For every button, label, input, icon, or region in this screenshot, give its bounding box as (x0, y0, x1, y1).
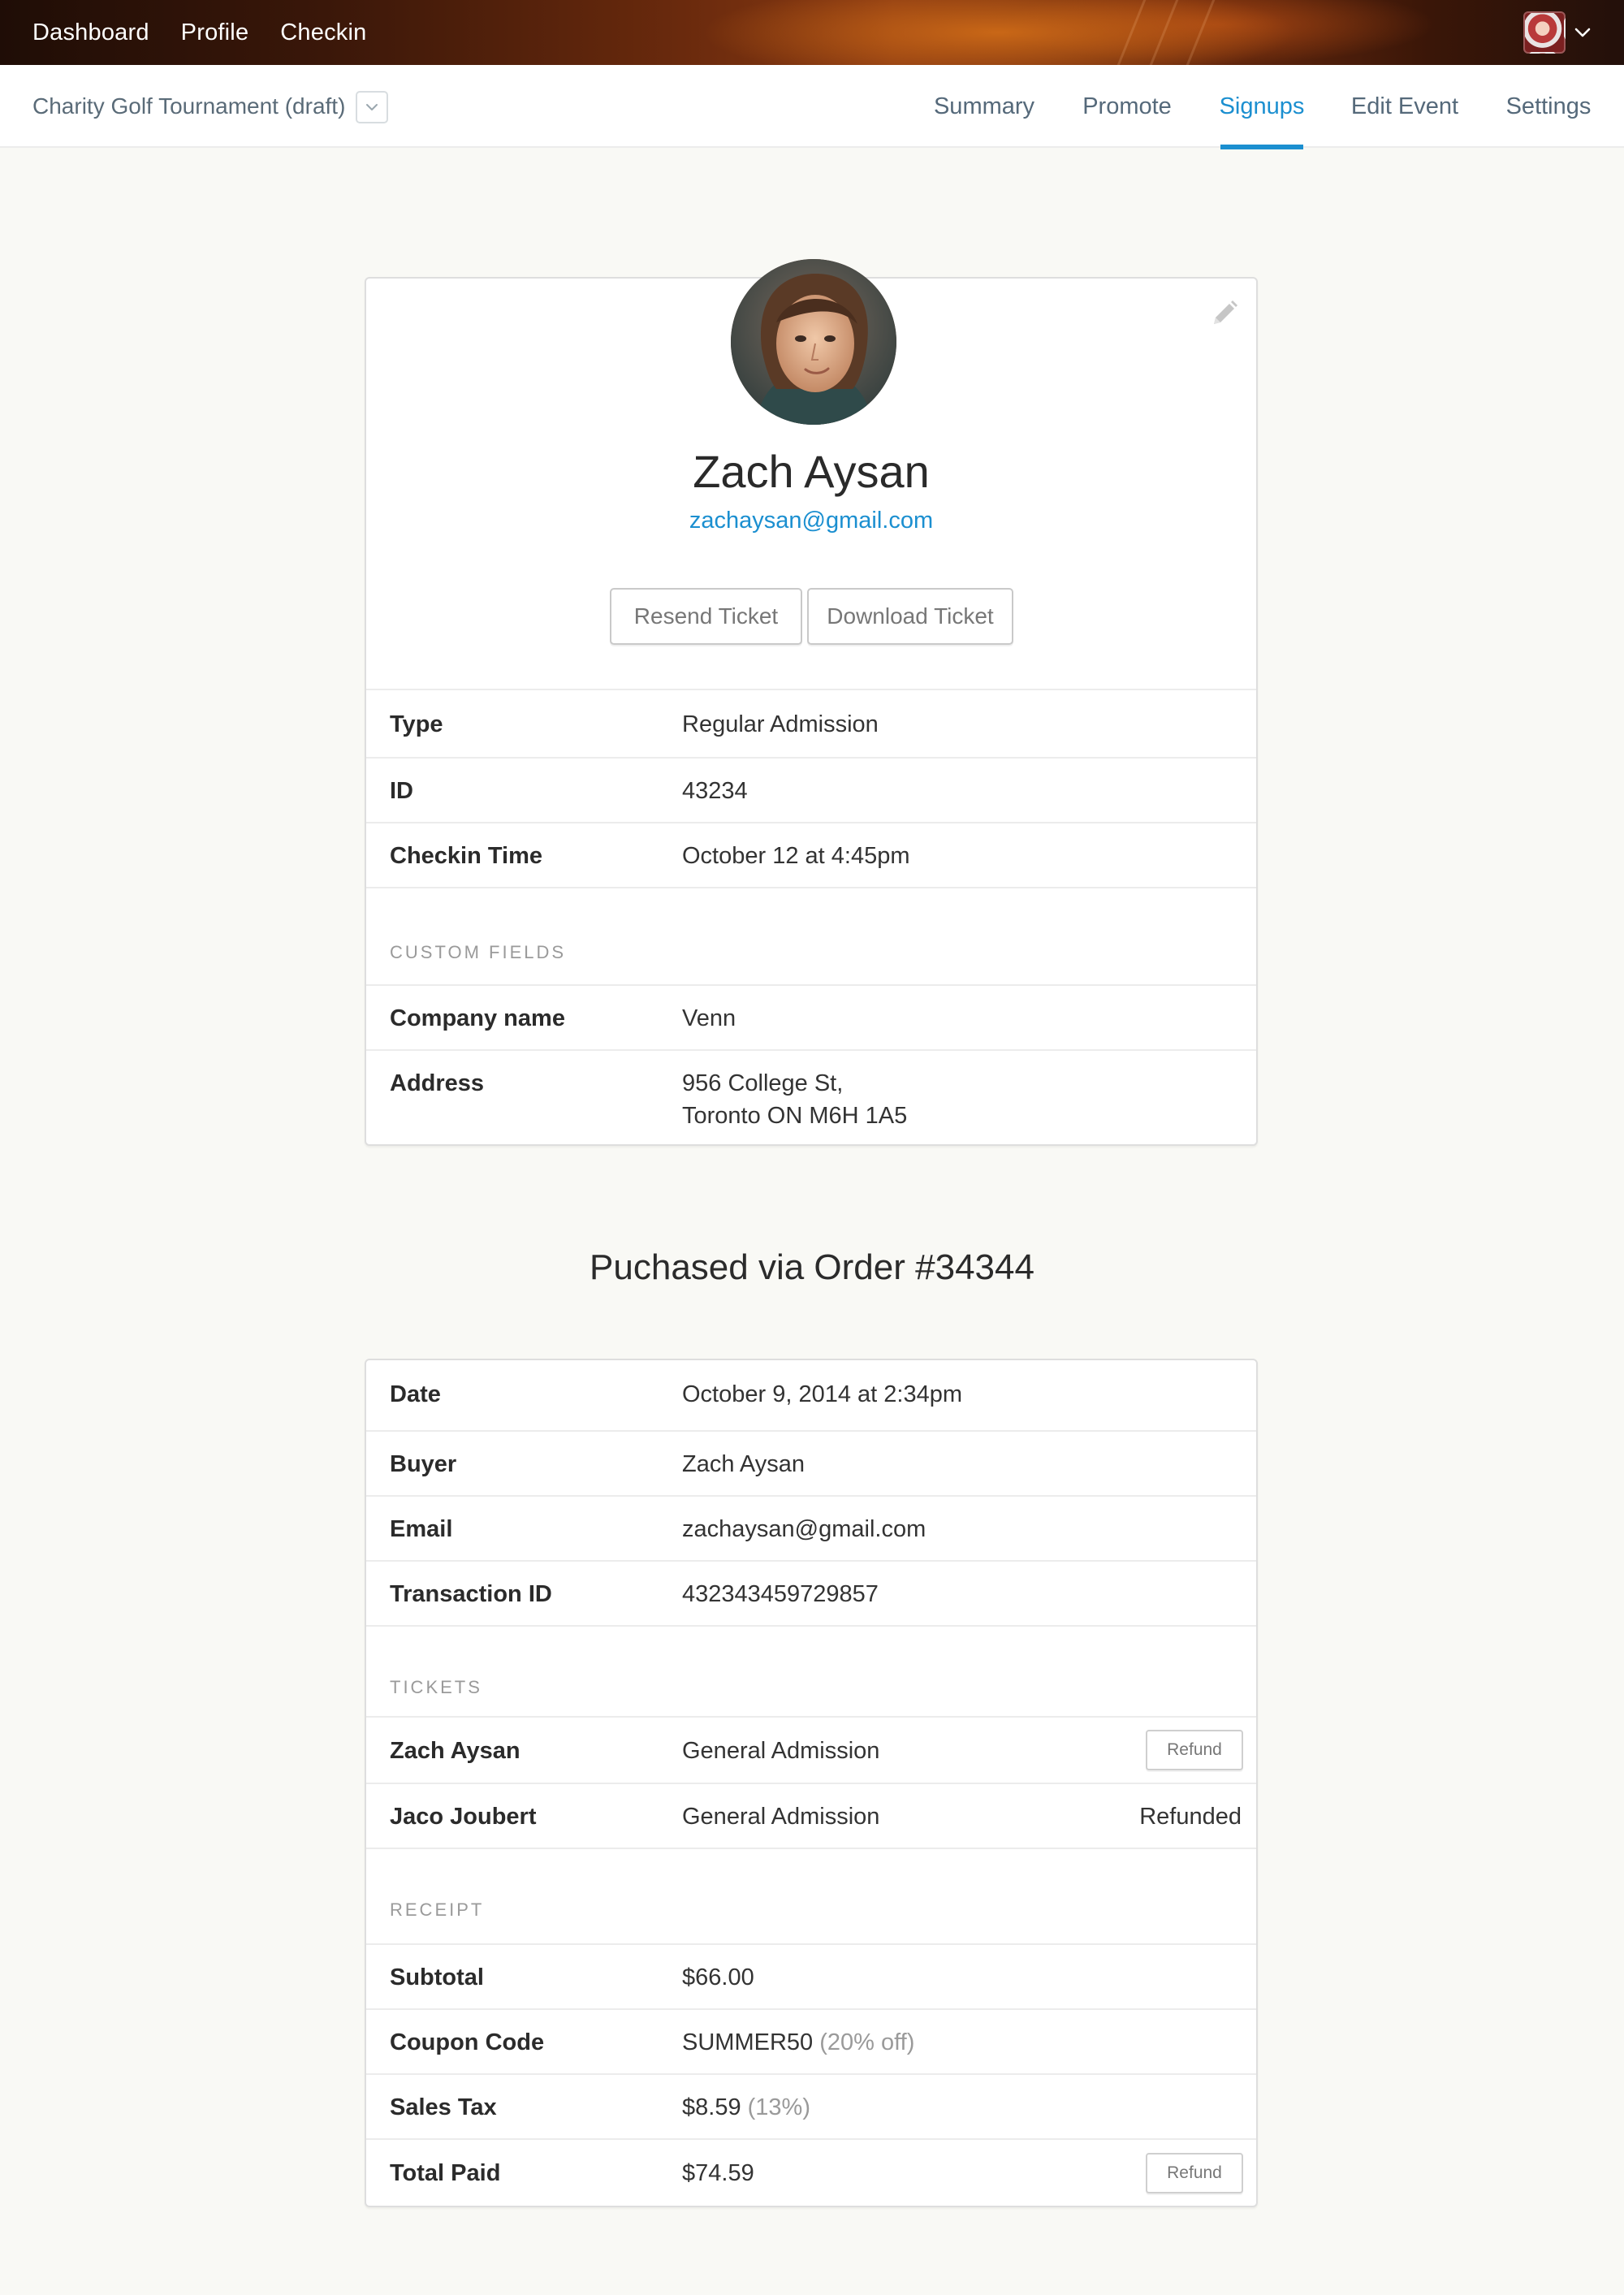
order-heading: Puchased via Order #34344 (590, 1247, 1034, 1287)
detail-label: Email (390, 1516, 453, 1542)
detail-row-type (366, 689, 1256, 757)
event-title: Charity Golf Tournament (draft) (32, 93, 346, 119)
detail-label: Buyer (390, 1451, 457, 1477)
subtotal-value: $66.00 (682, 1964, 754, 1990)
coupon-code: SUMMER50 (682, 2029, 814, 2055)
coupon-value (682, 2026, 914, 2059)
detail-value: 432343459729857 (682, 1581, 879, 1607)
chevron-down-icon (365, 102, 379, 112)
ticket-type: General Admission (682, 1804, 880, 1830)
coupon-note: (20% off) (819, 2029, 915, 2055)
refunded-status: Refunded (1139, 1804, 1242, 1830)
receipt-row-subtotal (366, 1943, 1256, 2008)
chevron-down-icon[interactable] (1574, 27, 1592, 38)
detail-label: Coupon Code (390, 2029, 545, 2055)
detail-label: Total Paid (390, 2160, 501, 2186)
detail-label: Type (390, 711, 443, 737)
detail-label: Date (390, 1381, 441, 1407)
address-line-2: Toronto ON M6H 1A5 (682, 1103, 908, 1129)
tab-promote[interactable]: Promote (1082, 93, 1172, 119)
order-row-email (366, 1495, 1256, 1560)
detail-value: October 12 at 4:45pm (682, 843, 910, 869)
total-value: $74.59 (682, 2160, 754, 2186)
event-dropdown-button[interactable] (356, 91, 388, 123)
tab-summary[interactable]: Summary (933, 93, 1035, 119)
detail-value: Zach Aysan (682, 1451, 806, 1477)
tax-note: (13%) (747, 2094, 810, 2120)
section-heading: CUSTOM FIELDS (390, 942, 567, 962)
receipt-row-coupon (366, 2008, 1256, 2073)
detail-value: October 9, 2014 at 2:34pm (682, 1381, 962, 1407)
refund-order-button[interactable]: Refund (1146, 2153, 1243, 2193)
detail-label: Subtotal (390, 1964, 484, 1990)
pencil-icon[interactable] (1207, 298, 1240, 331)
detail-row-checkin-time (366, 822, 1256, 887)
detail-label: Sales Tax (390, 2094, 497, 2120)
ticket-row (366, 1783, 1256, 1848)
receipt-row-total (366, 2138, 1256, 2206)
attendee-name: Zach Aysan (693, 446, 930, 497)
detail-label: ID (390, 778, 413, 804)
refund-ticket-button[interactable]: Refund (1146, 1730, 1243, 1770)
user-avatar[interactable] (1523, 11, 1566, 54)
tax-value (682, 2091, 810, 2124)
order-row-buyer (366, 1430, 1256, 1495)
buyer-email-link[interactable]: zachaysan@gmail.com (682, 1516, 926, 1542)
tickets-section (366, 1625, 1256, 1716)
detail-value: 43234 (682, 778, 748, 804)
detail-row-id (366, 757, 1256, 822)
attendee-card (365, 277, 1258, 1146)
address-line-1: 956 College St, (682, 1070, 844, 1096)
top-bar (0, 0, 1624, 65)
detail-label: Checkin Time (390, 843, 543, 869)
ticket-holder-link[interactable]: Zach Aysan (390, 1738, 520, 1764)
attendee-avatar (731, 259, 896, 425)
top-nav (32, 0, 366, 65)
detail-label: Transaction ID (390, 1581, 552, 1607)
ticket-type: General Admission (682, 1738, 880, 1764)
order-row-date (366, 1360, 1256, 1430)
resend-ticket-button[interactable]: Resend Ticket (610, 588, 802, 645)
event-subnav (0, 65, 1624, 148)
attendee-email-link[interactable]: zachaysan@gmail.com (689, 508, 934, 534)
section-heading: RECEIPT (390, 1900, 485, 1920)
tab-signups[interactable]: Signups (1220, 65, 1303, 148)
section-heading: TICKETS (390, 1677, 482, 1697)
attendee-photo (731, 259, 896, 425)
nav-profile[interactable]: Profile (180, 19, 249, 45)
detail-label: Address (390, 1070, 485, 1096)
receipt-section (366, 1848, 1256, 1943)
user-menu[interactable] (1523, 11, 1592, 54)
detail-value: Regular Admission (682, 711, 879, 737)
ticket-row (366, 1716, 1256, 1783)
download-ticket-button[interactable]: Download Ticket (807, 588, 1013, 645)
custom-row-company (366, 984, 1256, 1049)
custom-fields-section (366, 887, 1256, 984)
tab-edit-event[interactable]: Edit Event (1350, 93, 1459, 119)
custom-row-address (366, 1049, 1256, 1146)
detail-label: Company name (390, 1005, 565, 1031)
ticket-holder-link[interactable]: Jaco Joubert (390, 1804, 537, 1830)
order-row-transaction-id (366, 1560, 1256, 1625)
nav-dashboard[interactable]: Dashboard (32, 19, 149, 45)
tax-amount: $8.59 (682, 2094, 741, 2120)
nav-checkin[interactable]: Checkin (280, 19, 367, 45)
receipt-row-sales-tax (366, 2073, 1256, 2138)
detail-value: Venn (682, 1005, 736, 1031)
order-card (365, 1359, 1258, 2207)
tab-settings[interactable]: Settings (1505, 93, 1592, 119)
